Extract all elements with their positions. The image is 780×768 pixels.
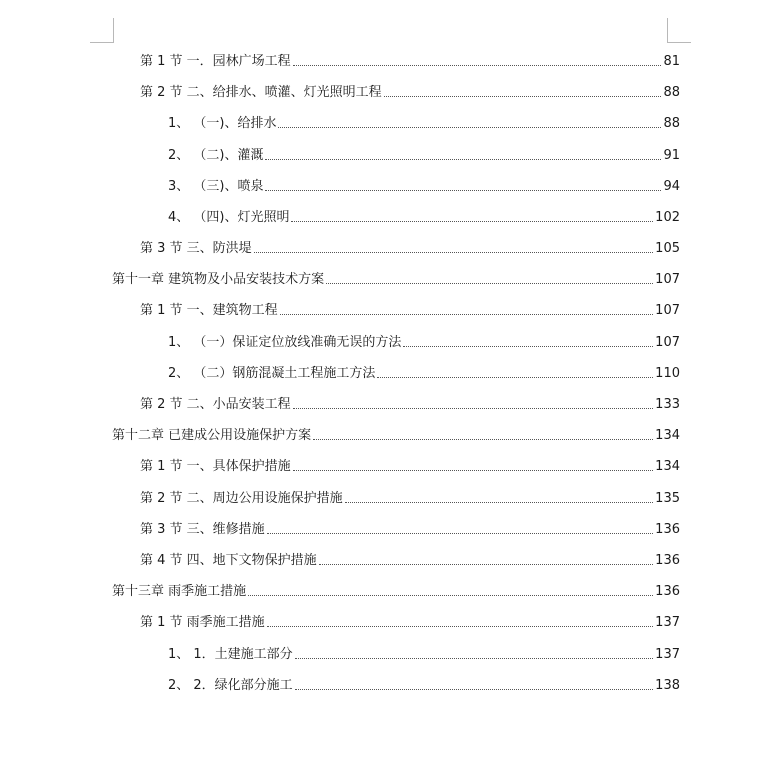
toc-entry[interactable] (168, 171, 680, 195)
toc-entry[interactable] (168, 639, 680, 663)
toc-dot-leader (345, 502, 654, 503)
toc-entry-page: 107 (655, 303, 680, 318)
toc-entry-title: 第十三章 雨季施工措施 (112, 584, 247, 599)
toc-dot-leader (248, 595, 653, 596)
toc-entry-page: 134 (655, 459, 680, 474)
toc-entry-page: 105 (655, 241, 680, 256)
toc-entry[interactable] (140, 607, 680, 631)
toc-dot-leader (265, 159, 661, 160)
toc-entry[interactable] (140, 451, 680, 475)
toc-entry-title: 第 2 节 二、给排水、喷灌、灯光照明工程 (140, 85, 382, 100)
toc-entry[interactable] (168, 327, 680, 351)
toc-dot-leader (278, 127, 661, 128)
toc-entry[interactable] (168, 670, 680, 694)
toc-dot-leader (293, 65, 662, 66)
toc-entry-page: 94 (663, 179, 680, 194)
toc-entry[interactable] (168, 358, 680, 382)
toc-entry[interactable] (140, 514, 680, 538)
toc-entry-title: 2、 2．绿化部分施工 (168, 678, 293, 693)
toc-entry[interactable] (168, 202, 680, 226)
toc-entry-title: 第 4 节 四、地下文物保护措施 (140, 553, 317, 568)
toc-entry-title: 1、 （一）保证定位放线准确无误的方法 (168, 335, 402, 350)
toc-entry-page: 135 (655, 491, 680, 506)
toc-entry-page: 136 (655, 522, 680, 537)
toc-dot-leader (319, 564, 654, 565)
toc-entry-page: 137 (655, 615, 680, 630)
toc-entry-page: 107 (655, 335, 680, 350)
toc-dot-leader (326, 283, 653, 284)
toc-entry-title: 2、 （二）钢筋混凝土工程施工方法 (168, 366, 376, 381)
toc-entry-title: 第 3 节 三、防洪堤 (140, 241, 252, 256)
page-corner-mark (113, 18, 114, 42)
toc-entry-page: 81 (663, 54, 680, 69)
toc-entry-page: 133 (655, 397, 680, 412)
toc-dot-leader (313, 439, 653, 440)
toc-entry-title: 1、 （一)、给排水 (168, 116, 277, 131)
toc-entry[interactable] (168, 140, 680, 164)
toc-dot-leader (267, 533, 654, 534)
toc-entry-title: 第 3 节 三、维修措施 (140, 522, 265, 537)
toc-dot-leader (293, 408, 654, 409)
toc-entry-page: 102 (655, 210, 680, 225)
toc-entry[interactable] (140, 46, 680, 70)
toc-entry-page: 137 (655, 647, 680, 662)
toc-dot-leader (291, 221, 653, 222)
toc-entry-page: 88 (663, 85, 680, 100)
toc-entry-page: 136 (655, 584, 680, 599)
toc-entry[interactable] (140, 483, 680, 507)
toc-entry-title: 第 2 节 二、周边公用设施保护措施 (140, 491, 343, 506)
page-corner-mark (667, 18, 668, 42)
toc-dot-leader (265, 190, 661, 191)
toc-entry-title: 2、 （二)、灌溉 (168, 148, 264, 163)
toc-dot-leader (280, 314, 654, 315)
toc-entry-title: 1、 1．土建施工部分 (168, 647, 293, 662)
toc-entry-title: 3、 （三)、喷泉 (168, 179, 264, 194)
toc-entry[interactable] (168, 108, 680, 132)
toc-dot-leader (267, 626, 654, 627)
toc-entry-title: 第 1 节 雨季施工措施 (140, 615, 265, 630)
toc-dot-leader (377, 377, 653, 378)
toc-entry-page: 107 (655, 272, 680, 287)
toc-entry-page: 136 (655, 553, 680, 568)
toc-entry[interactable] (112, 420, 680, 444)
toc-dot-leader (295, 658, 653, 659)
toc-entry[interactable] (140, 233, 680, 257)
toc-entry-page: 138 (655, 678, 680, 693)
toc-dot-leader (384, 96, 662, 97)
toc-entry[interactable] (112, 576, 680, 600)
toc-entry[interactable] (112, 264, 680, 288)
toc-entry-title: 第 1 节 一．园林广场工程 (140, 54, 291, 69)
toc-entry-title: 第 2 节 二、小品安装工程 (140, 397, 291, 412)
page-corner-mark (90, 42, 114, 43)
toc-entry-title: 第十一章 建筑物及小品安装技术方案 (112, 272, 325, 287)
toc-dot-leader (254, 252, 654, 253)
toc-dot-leader (295, 689, 653, 690)
toc-entry-page: 91 (663, 148, 680, 163)
toc-entry-page: 134 (655, 428, 680, 443)
toc-entry-title: 第 1 节 一、建筑物工程 (140, 303, 278, 318)
toc-entry[interactable] (140, 545, 680, 569)
toc-entry-title: 第十二章 已建成公用设施保护方案 (112, 428, 312, 443)
toc-entry-page: 110 (655, 366, 680, 381)
toc-entry[interactable] (140, 295, 680, 319)
toc-entry-page: 88 (663, 116, 680, 131)
page-corner-mark (667, 42, 691, 43)
toc-entry[interactable] (140, 77, 680, 101)
toc-dot-leader (293, 470, 654, 471)
toc-entry[interactable] (140, 389, 680, 413)
toc-dot-leader (403, 346, 653, 347)
toc-entry-title: 第 1 节 一、具体保护措施 (140, 459, 291, 474)
toc-entry-title: 4、 （四)、灯光照明 (168, 210, 290, 225)
